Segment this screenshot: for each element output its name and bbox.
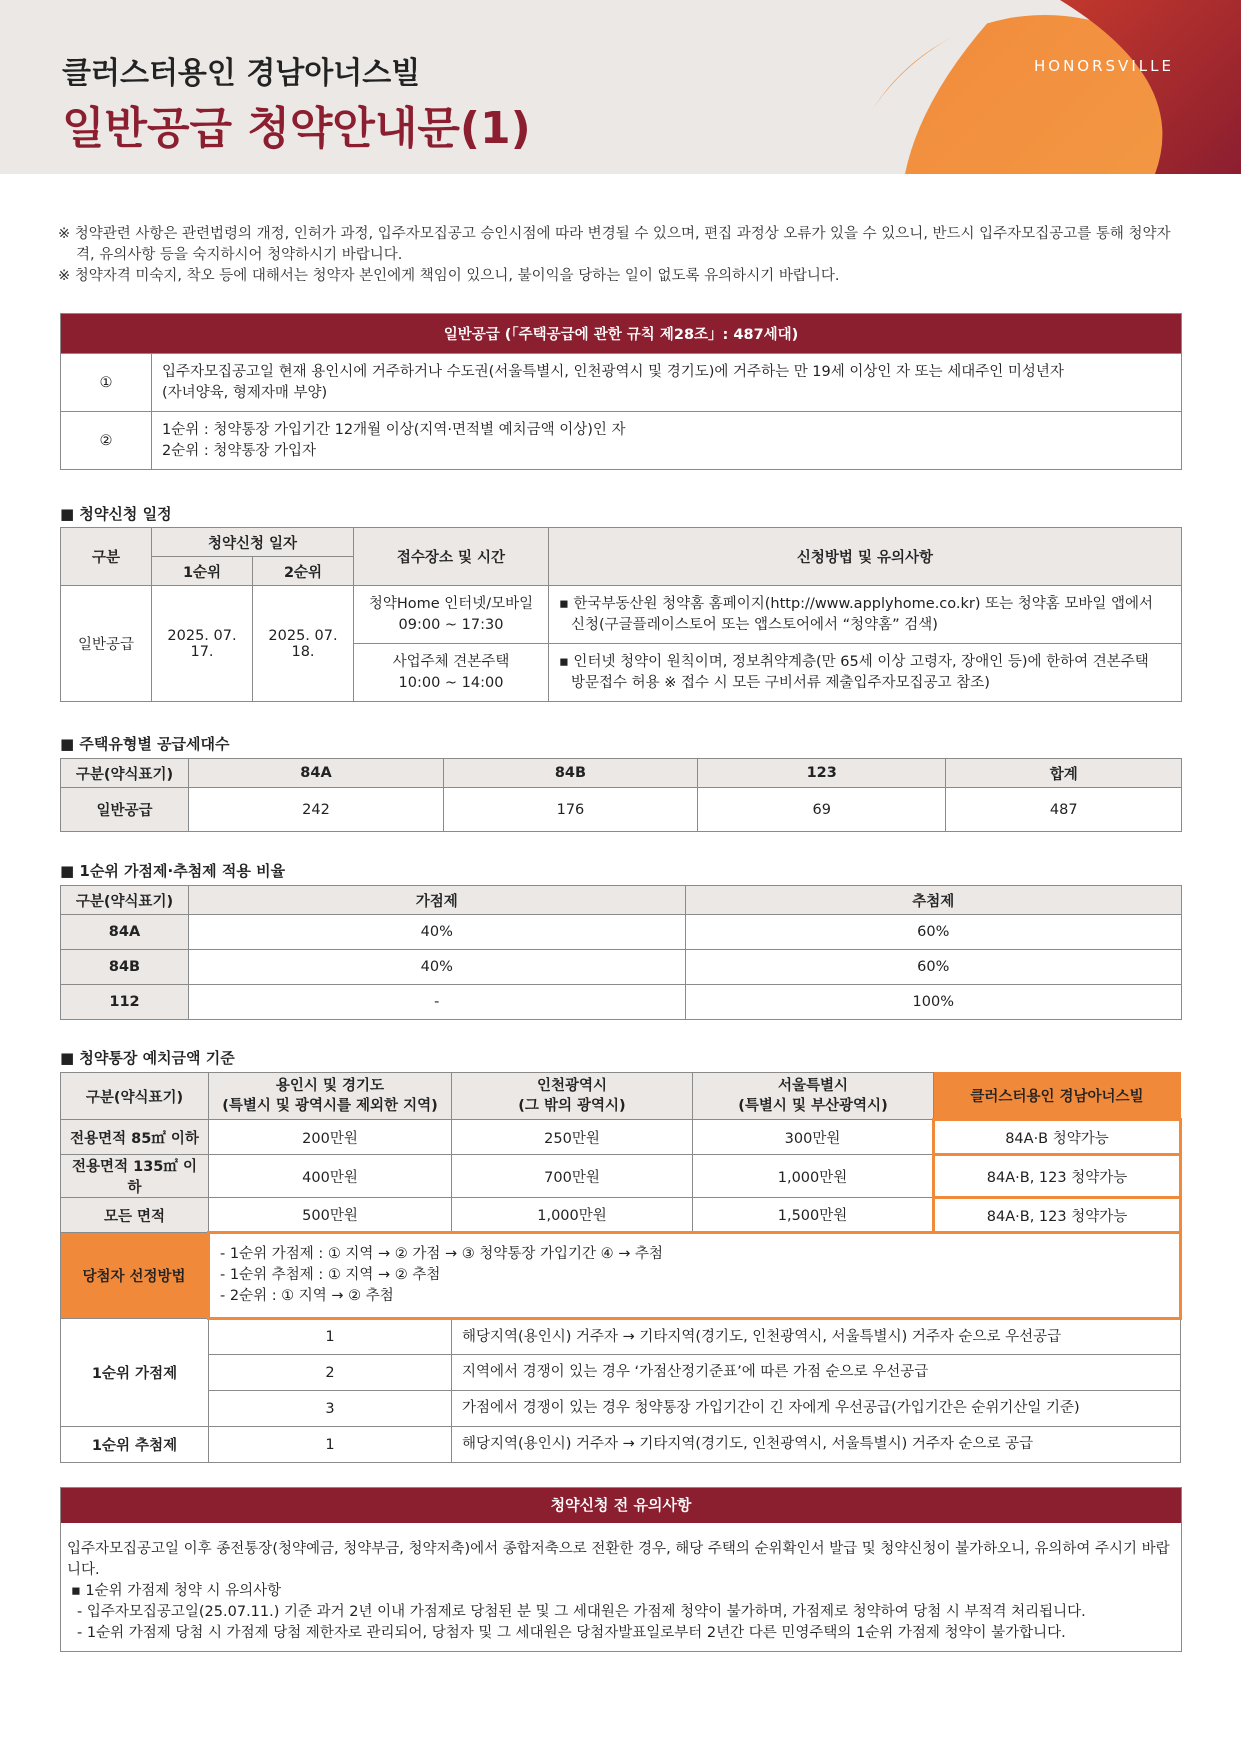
ratio-cell-lottery: 60% bbox=[685, 950, 1182, 985]
lottery-desc: 해당지역(용인시) 거주자 → 기타지역(경기도, 인천광역시, 서울특별시) 거주자 순으로 공급 bbox=[452, 1427, 1181, 1463]
units-row-label: 일반공급 bbox=[61, 788, 189, 832]
brand-logo-text: HONORSVILLE bbox=[1034, 57, 1174, 75]
units-table bbox=[60, 758, 1182, 832]
schedule-place-2-name: 사업주체 견본주택 bbox=[392, 653, 510, 670]
selection-line-3: - 2순위 : ① 지역 → ② 추첨 bbox=[220, 1288, 394, 1304]
schedule-header-date: 청약신청 일자 bbox=[152, 528, 354, 557]
notes bbox=[58, 224, 1188, 287]
lottery-system-label: 1순위 추첨제 bbox=[61, 1427, 209, 1463]
general-supply-desc-1-line-1: 입주자모집공고일 현재 용인시에 거주하거나 수도권(서울특별시, 인천광역시 및 경기도)에 거주하는 만 19세 이상인 자 또는 세대주인 미성년자 bbox=[162, 363, 1064, 380]
ratio-header-1: 가점제 bbox=[189, 886, 686, 915]
notice-line-2: ▪ 1순위 가점제 청약 시 유의사항 bbox=[71, 1583, 282, 1599]
selection-line-1: - 1순위 가점제 : ① 지역 → ② 가점 → ③ 청약통장 가입기간 ④ → 추첨 bbox=[220, 1246, 664, 1262]
ratio-row-label: 84A bbox=[61, 915, 189, 950]
notice-title: 청약신청 전 유의사항 bbox=[61, 1488, 1181, 1523]
notice-body bbox=[61, 1523, 1181, 1644]
schedule-header-method: 신청방법 및 유의사항 bbox=[549, 528, 1182, 586]
ratio-row-label: 112 bbox=[61, 985, 189, 1020]
selection-line-2: - 1순위 추첨제 : ① 지역 → ② 추첨 bbox=[220, 1267, 441, 1283]
table-row bbox=[61, 1427, 1181, 1463]
ratio-label: ■ 1순위 가점제·추첨제 적용 비율 bbox=[60, 862, 286, 880]
ratio-header-2: 추첨제 bbox=[685, 886, 1182, 915]
units-label: ■ 주택유형별 공급세대수 bbox=[60, 735, 230, 753]
note-1: ※ 청약관련 사항은 관련법령의 개정, 인허가 과정, 입주자모집공고 승인시점에 따라 변경될 수 있으며, 편집 과정상 오류가 있을 수 있으니, 반드시 입주자모집공고를 통해 청약자격, 유의사항 등을 숙지하시어 청약하시기 바랍니다. bbox=[58, 226, 1171, 263]
deposit-cell-eligible: 84A·B 청약가능 bbox=[934, 1120, 1181, 1155]
schedule-method-1-line-1: ▪ 한국부동산원 청약홈 홈페이지(http://www.applyhome.co.kr) 또는 청약홈 모바일 앱에서 bbox=[559, 595, 1154, 612]
page-header bbox=[0, 0, 1241, 174]
score-system-label: 1순위 가점제 bbox=[61, 1319, 209, 1427]
notice-line-1: 입주자모집공고일 이후 종전통장(청약예금, 청약부금, 청약저축)에서 종합저축으로 전환한 경우, 해당 주택의 순위확인서 발급 및 청약신청이 불가하오니, 유의하여 주시기 바랍니다. bbox=[67, 1541, 1170, 1578]
schedule-method-1 bbox=[549, 586, 1182, 644]
schedule-header-place: 접수장소 및 시간 bbox=[354, 528, 549, 586]
ratio-table bbox=[60, 885, 1182, 1020]
general-supply-desc-2-line-1: 1순위 : 청약통장 가입기간 12개월 이상(지역·면적별 예치금액 이상)인 자 bbox=[162, 421, 626, 438]
table-row bbox=[61, 1155, 1181, 1198]
score-desc: 가점에서 경쟁이 있는 경우 청약통장 가입기간이 긴 자에게 우선공급(가입기간은 순위기산일 기준) bbox=[452, 1391, 1181, 1427]
ratio-cell-score: 40% bbox=[189, 950, 686, 985]
score-num: 1 bbox=[209, 1319, 452, 1355]
general-supply-desc-2-line-2: 2순위 : 청약통장 가입자 bbox=[162, 442, 317, 459]
deposit-cell-eligible: 84A·B, 123 청약가능 bbox=[934, 1198, 1181, 1233]
general-supply-num-1: ① bbox=[61, 354, 152, 412]
schedule-row-label: 일반공급 bbox=[61, 586, 152, 702]
schedule-label: ■ 청약신청 일정 bbox=[60, 505, 172, 523]
ratio-header-0: 구분(약식표기) bbox=[61, 886, 189, 915]
deposit-header-4: 클러스터용인 경남아너스빌 bbox=[934, 1073, 1181, 1120]
table-row bbox=[61, 1198, 1181, 1233]
deposit-table bbox=[60, 1072, 1182, 1463]
lottery-num: 1 bbox=[209, 1427, 452, 1463]
deposit-cell-seoul: 300만원 bbox=[693, 1120, 934, 1155]
table-row bbox=[61, 985, 1182, 1020]
units-cell-84b: 176 bbox=[443, 788, 697, 832]
schedule-place-2-time: 10:00 ~ 14:00 bbox=[398, 674, 504, 691]
deposit-header-2 bbox=[452, 1073, 693, 1120]
page-title: 일반공급 청약안내문(1) bbox=[62, 103, 531, 154]
notice-box bbox=[60, 1487, 1182, 1652]
notice-line-3: - 입주자모집공고일(25.07.11.) 기준 과거 2년 이내 가점제로 당첨된 분 및 그 세대원은 가점제 청약이 불가하며, 가점제로 청약하여 당첨 시 부적격 처리됩니다. bbox=[77, 1604, 1086, 1620]
ratio-cell-lottery: 60% bbox=[685, 915, 1182, 950]
schedule-table bbox=[60, 527, 1182, 702]
units-header-3: 123 bbox=[697, 759, 946, 788]
deposit-header-1 bbox=[209, 1073, 452, 1120]
score-num: 2 bbox=[209, 1355, 452, 1391]
ratio-cell-score: - bbox=[189, 985, 686, 1020]
units-header-0: 구분(약식표기) bbox=[61, 759, 189, 788]
general-supply-desc-2 bbox=[152, 412, 1182, 470]
schedule-rank2-date: 2025. 07. 18. bbox=[253, 586, 354, 702]
notice-line-4: - 1순위 가점제 당첨 시 가점제 당첨 제한자로 관리되어, 당첨자 및 그 세대원은 당첨자발표일로부터 2년간 다른 민영주택의 1순위 가점제 청약이 불가합니다. bbox=[77, 1625, 1066, 1641]
general-supply-desc-1 bbox=[152, 354, 1182, 412]
schedule-place-1-name: 청약Home 인터넷/모바일 bbox=[368, 595, 534, 612]
general-supply-desc-1-line-2: (자녀양육, 형제자매 부양) bbox=[162, 384, 328, 401]
deposit-row-label: 전용면적 135㎡ 이하 bbox=[61, 1155, 209, 1198]
score-num: 3 bbox=[209, 1391, 452, 1427]
deposit-row-label: 전용면적 85㎡ 이하 bbox=[61, 1120, 209, 1155]
page-subtitle: 클러스터용인 경남아너스빌 bbox=[62, 56, 421, 91]
deposit-cell-gyeonggi: 200만원 bbox=[209, 1120, 452, 1155]
deposit-cell-incheon: 1,000만원 bbox=[452, 1198, 693, 1233]
ratio-row-label: 84B bbox=[61, 950, 189, 985]
general-supply-banner: 일반공급 (「주택공급에 관한 규칙 제28조」: 487세대) bbox=[61, 314, 1182, 354]
deposit-cell-seoul: 1,000만원 bbox=[693, 1155, 934, 1198]
units-cell-total: 487 bbox=[946, 788, 1182, 832]
table-row bbox=[61, 1120, 1181, 1155]
deposit-label: ■ 청약통장 예치금액 기준 bbox=[60, 1049, 235, 1067]
ratio-cell-score: 40% bbox=[189, 915, 686, 950]
schedule-method-2-line-1: ▪ 인터넷 청약이 원칙이며, 정보취약계층(만 65세 이상 고령자, 장애인 등)에 한하여 견본주택 bbox=[559, 653, 1149, 670]
score-desc: 해당지역(용인시) 거주자 → 기타지역(경기도, 인천광역시, 서울특별시) 거주자 순으로 우선공급 bbox=[452, 1319, 1181, 1355]
general-supply-table bbox=[60, 313, 1182, 470]
deposit-cell-gyeonggi: 500만원 bbox=[209, 1198, 452, 1233]
schedule-place-1 bbox=[354, 586, 549, 644]
units-header-4: 합계 bbox=[946, 759, 1182, 788]
selection-method-desc bbox=[209, 1233, 1181, 1319]
deposit-header-1-line-1: 용인시 및 경기도 bbox=[275, 1078, 385, 1094]
schedule-method-2 bbox=[549, 644, 1182, 702]
schedule-header-rank1: 1순위 bbox=[152, 557, 253, 586]
schedule-method-2-line-2: 방문접수 허용 ※ 접수 시 모든 구비서류 제출입주자모집공고 참조) bbox=[571, 674, 990, 691]
units-cell-123: 69 bbox=[697, 788, 946, 832]
schedule-header-category: 구분 bbox=[61, 528, 152, 586]
deposit-header-2-line-1: 인천광역시 bbox=[536, 1078, 608, 1094]
schedule-place-2 bbox=[354, 644, 549, 702]
table-row bbox=[61, 950, 1182, 985]
selection-method-label: 당첨자 선정방법 bbox=[61, 1233, 209, 1319]
table-row bbox=[61, 1319, 1181, 1355]
note-2: ※ 청약자격 미숙지, 착오 등에 대해서는 청약자 본인에게 책임이 있으니, 불이익을 당하는 일이 없도록 유의하시기 바랍니다. bbox=[58, 268, 840, 284]
schedule-place-1-time: 09:00 ~ 17:30 bbox=[398, 616, 504, 633]
deposit-cell-incheon: 250만원 bbox=[452, 1120, 693, 1155]
ratio-cell-lottery: 100% bbox=[685, 985, 1182, 1020]
deposit-cell-gyeonggi: 400만원 bbox=[209, 1155, 452, 1198]
deposit-row-label: 모든 면적 bbox=[61, 1198, 209, 1233]
schedule-header-rank2: 2순위 bbox=[253, 557, 354, 586]
deposit-cell-seoul: 1,500만원 bbox=[693, 1198, 934, 1233]
units-header-1: 84A bbox=[189, 759, 444, 788]
table-row bbox=[61, 915, 1182, 950]
deposit-header-2-line-2: (그 밖의 광역시) bbox=[518, 1098, 626, 1114]
deposit-header-3-line-1: 서울특별시 bbox=[777, 1078, 849, 1094]
table-row bbox=[61, 1355, 1181, 1391]
score-desc: 지역에서 경쟁이 있는 경우 ‘가점산정기준표’에 따른 가점 순으로 우선공급 bbox=[452, 1355, 1181, 1391]
deposit-cell-eligible: 84A·B, 123 청약가능 bbox=[934, 1155, 1181, 1198]
deposit-header-3 bbox=[693, 1073, 934, 1120]
deposit-cell-incheon: 700만원 bbox=[452, 1155, 693, 1198]
schedule-method-1-line-2: 신청(구글플레이스토어 또는 앱스토어에서 “청약홈” 검색) bbox=[571, 616, 938, 633]
deposit-header-3-line-2: (특별시 및 부산광역시) bbox=[738, 1098, 888, 1114]
deposit-header-0: 구분(약식표기) bbox=[61, 1073, 209, 1120]
deposit-header-1-line-2: (특별시 및 광역시를 제외한 지역) bbox=[222, 1098, 438, 1114]
units-header-2: 84B bbox=[443, 759, 697, 788]
units-cell-84a: 242 bbox=[189, 788, 444, 832]
schedule-rank1-date: 2025. 07. 17. bbox=[152, 586, 253, 702]
general-supply-num-2: ② bbox=[61, 412, 152, 470]
table-row bbox=[61, 1391, 1181, 1427]
